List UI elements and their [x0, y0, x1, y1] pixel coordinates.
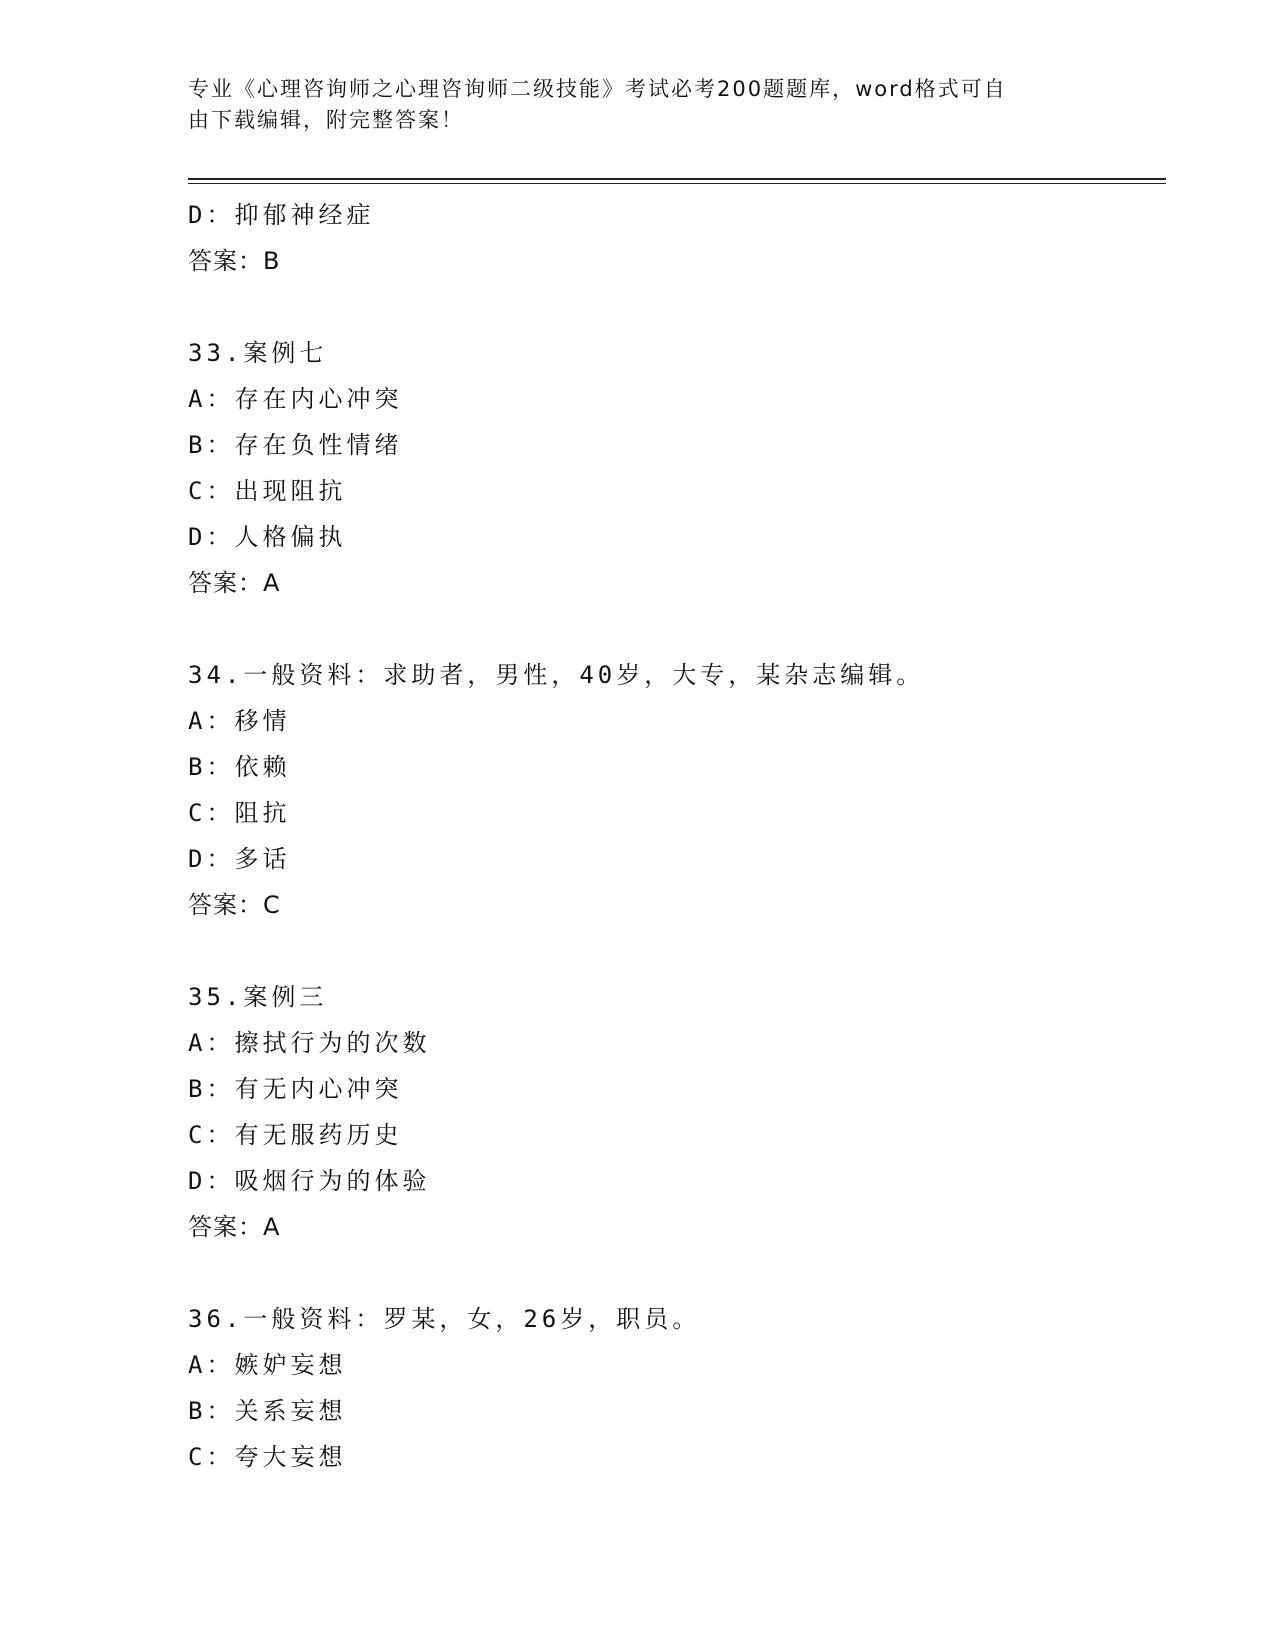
question-stem: 36.一般资料：罗某，女，26岁，职员。: [188, 1305, 701, 1333]
spacer: [188, 1250, 1166, 1296]
spacer: [188, 606, 1166, 652]
option-c: C：有无服药历史: [188, 1121, 403, 1149]
header-divider-thick: [188, 178, 1166, 180]
header-line-2: 由下载编辑，附完整答案！: [188, 108, 464, 132]
option-a: A：移情: [188, 707, 291, 735]
answer-line: 答案：A: [188, 1213, 281, 1241]
question-stem: 34.一般资料：求助者，男性，40岁，大专，某杂志编辑。: [188, 661, 925, 689]
option-c: C：出现阻抗: [188, 477, 347, 505]
option-d: D：多话: [188, 845, 291, 873]
question-stem: 33.案例七: [188, 339, 328, 367]
question-stem: 35.案例三: [188, 983, 328, 1011]
question-34: [188, 652, 1166, 928]
option-a: A：嫉妒妄想: [188, 1351, 347, 1379]
answer-line: 答案：B: [188, 247, 281, 275]
option-b: B：依赖: [188, 753, 291, 781]
question-33: [188, 330, 1166, 606]
answer-line: 答案：C: [188, 891, 281, 919]
spacer: [188, 284, 1166, 330]
question-35: [188, 974, 1166, 1250]
header-divider-thin: [188, 183, 1166, 184]
option-b: B：关系妄想: [188, 1397, 347, 1425]
option-d: D：吸烟行为的体验: [188, 1167, 431, 1195]
header-line-1: 专业《心理咨询师之心理咨询师二级技能》考试必考200题题库，word格式可自: [188, 77, 1007, 101]
option-a: A：擦拭行为的次数: [188, 1029, 431, 1057]
option-b: B：有无内心冲突: [188, 1075, 403, 1103]
answer-line: 答案：A: [188, 569, 281, 597]
option-a: A：存在内心冲突: [188, 385, 403, 413]
option-b: B：存在负性情绪: [188, 431, 403, 459]
question-list: [188, 192, 1166, 1480]
question-36: [188, 1296, 1166, 1480]
spacer: [188, 928, 1166, 974]
document-header: [188, 74, 1068, 136]
option-d: D：抑郁神经症: [188, 201, 375, 229]
option-d: D：人格偏执: [188, 523, 347, 551]
option-c: C：夸大妄想: [188, 1443, 347, 1471]
option-c: C：阻抗: [188, 799, 291, 827]
